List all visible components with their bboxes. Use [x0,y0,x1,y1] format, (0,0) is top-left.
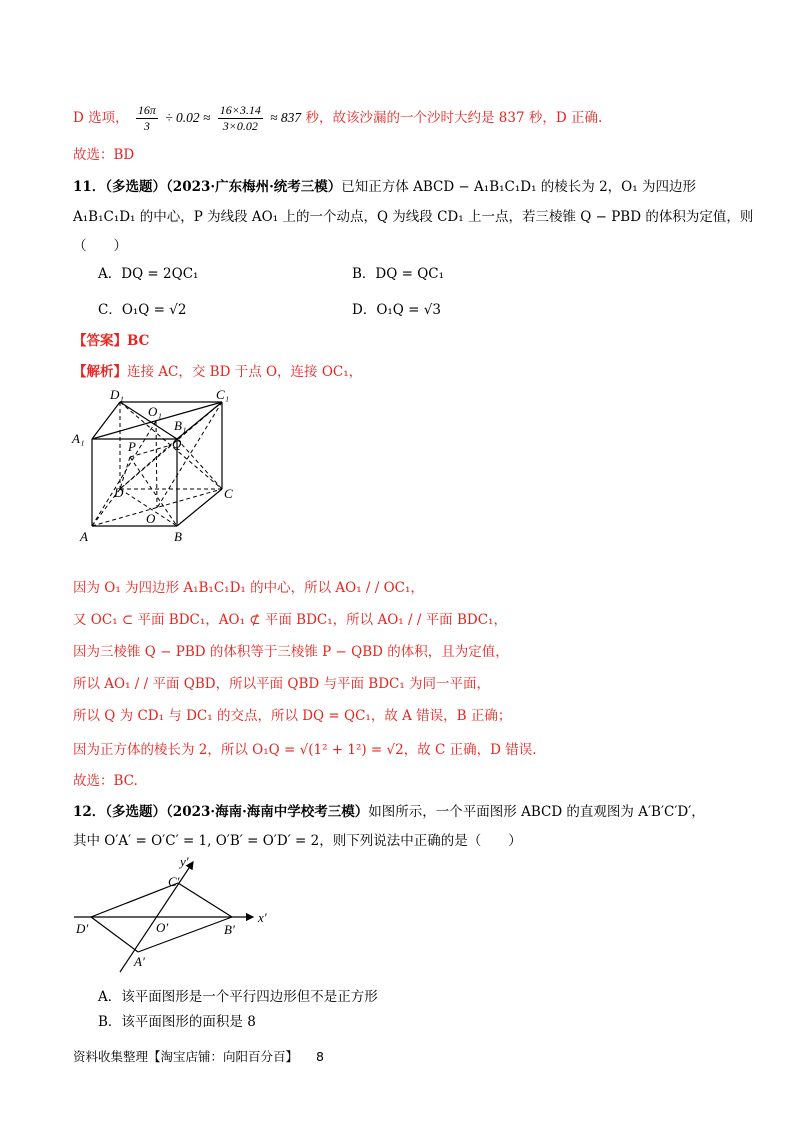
q12-source: （2023·海南·海南中学校考三模） [166,804,369,820]
q12-stem-1: 如图所示，一个平面图形 ABCD 的直观图为 A′B′C′D′， [368,804,705,820]
q12-type: （多选题） [105,804,167,820]
fraction-calc: $\frac{16\times 3.14}{3\times 0.02}$ [219,103,261,133]
label-d-prime: D′ [76,921,89,936]
q11-number: 11． [73,179,106,195]
q12-option-b: B．该平面图形的面积是 8 [98,1014,256,1030]
footer-text: 资料收集整理【淘宝店铺：向阳百分百】 [73,1049,299,1064]
q11-option-a: A．DQ = 2QC₁ [98,266,199,282]
label-c: C [224,486,233,501]
step-1: 因为 O₁ 为四边形 A₁B₁C₁D₁ 的中心，所以 AO₁ / / OC₁， [73,580,424,596]
step-3: 因为三棱锥 Q − PBD 的体积等于三棱锥 P − QBD 的体积，且为定值， [73,644,509,660]
fraction-16pi-over-3: $\frac{16\pi}{3}$ [137,103,156,133]
step-2: 又 OC₁ ⊂ 平面 BDC₁，AO₁ ⊄ 平面 BDC₁，所以 AO₁ / / 平面 BDC₁， [73,612,507,628]
label-q: Q [172,436,182,451]
analysis-label: 【解析】 [73,364,127,380]
approx-value: ≈ 837 [270,110,302,125]
analysis-text: 连接 AC，交 BD 于点 O，连接 OC₁， [127,364,363,380]
label-b: B [174,529,182,544]
label-d1: D₁ [110,387,124,402]
q12-line1 [73,802,705,822]
label-o-prime: O′ [156,920,169,935]
q12-line2: 其中 O′A′ = O′C′ = 1, O′B′ = O′D′ = 2，则下列说法中正确的是（ ） [73,833,522,849]
q11-line1 [73,177,696,197]
label-o: O [146,511,156,526]
answer-bd: 故选：BD [73,147,135,163]
label-a-prime: A′ [134,954,145,969]
answer-bc: 故选：BC. [73,773,138,789]
q11-paren: （ ） [73,238,127,254]
q11-analysis [73,362,362,382]
step-6: 因为正方体的棱长为 2，所以 O₁Q = √(1² + 1²) = √2，故 C 正确，D 错误. [73,742,537,758]
label-b1: B₁ [174,418,187,433]
division-text: ÷ 0.02 ≈ [165,110,211,125]
label-p: P [128,439,136,454]
q11-stem-1: 已知正方体 ABCD − A₁B₁C₁D₁ 的棱长为 2，O₁ 为四边形 [341,179,696,195]
d-option-suffix: 秒，故该沙漏的一个沙时大约是 837 秒，D 正确. [305,110,603,126]
oblique-figure [70,852,270,977]
step-4: 所以 AO₁ / / 平面 QBD，所以平面 QBD 与平面 BDC₁ 为同一平面， [73,676,491,692]
label-a1: A₁ [72,431,85,446]
label-c-prime: C′ [168,874,180,889]
q12-number: 12． [73,804,106,820]
page-number: 8 [316,1049,324,1064]
step-5: 所以 Q 为 CD₁ 与 DC₁ 的交点，所以 DQ = QC₁，故 A 错误，B 正确； [73,708,512,724]
label-a: A [80,529,88,544]
label-b-prime: B′ [224,922,235,937]
q11-source: （2023·广东梅州·统考三模） [166,179,342,195]
footer [73,1047,324,1065]
q11-option-c: C．O₁Q = √2 [98,302,187,318]
label-y-axis: y′ [180,854,189,869]
d-option-line [73,103,602,134]
q11-answer: 【答案】BC [73,333,150,349]
q12-option-a: A．该平面图形是一个平行四边形但不是正方形 [98,989,378,1005]
label-x-axis: x′ [258,910,267,925]
q11-type: （多选题） [105,179,167,195]
q11-line2: A₁B₁C₁D₁ 的中心，P 为线段 AO₁ 上的一个动点，Q 为线段 CD₁ 上一点，若三棱锥 Q − PBD 的体积为定值，则 [73,209,754,225]
label-d: D [114,485,124,500]
q11-option-b: B．DQ = QC₁ [352,266,445,282]
label-o1: O₁ [148,404,162,419]
d-option-prefix: D 选项， [73,110,129,126]
label-c1: C₁ [216,387,230,402]
cube-figure [70,385,245,550]
q11-option-d: D．O₁Q = √3 [352,302,441,318]
